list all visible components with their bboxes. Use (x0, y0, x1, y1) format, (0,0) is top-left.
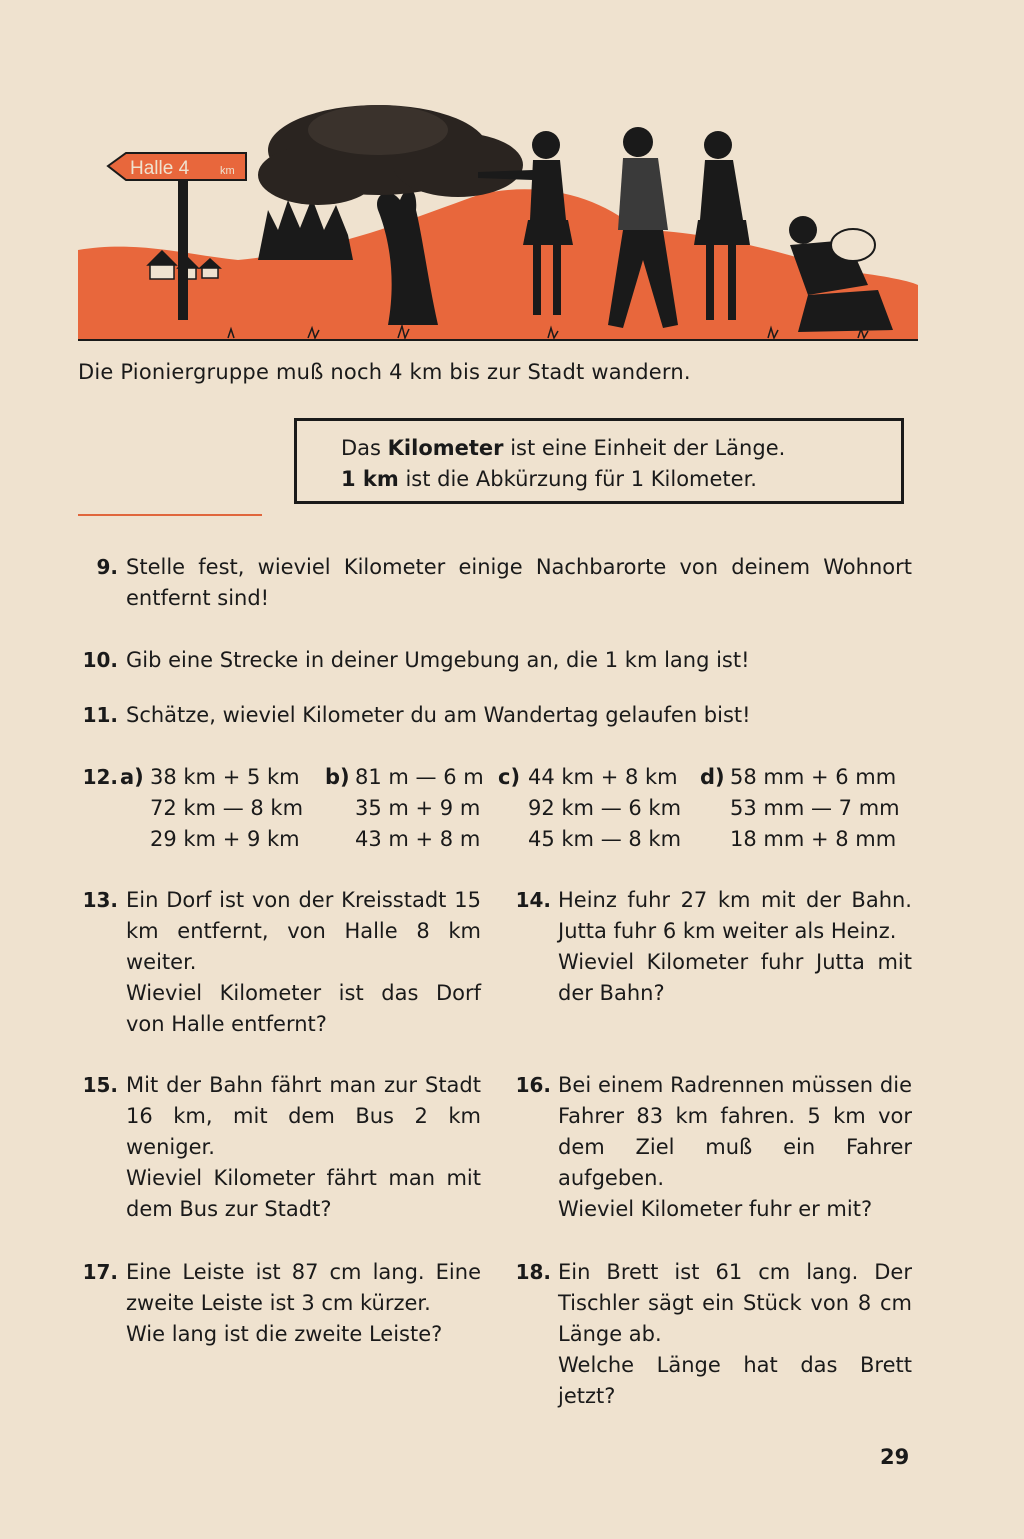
definition-box (294, 418, 904, 504)
exercise-9-text: Stelle fest, wieviel Kilometer einige Nachbarorte von deinem Wohnort entfernt sind! (126, 555, 912, 610)
calc-item: 92 km — 6 km (528, 796, 682, 820)
exercise-14-text: Heinz fuhr 27 km mit der Bahn. Jutta fuhr 6 km weiter als Heinz. Wieviel Kilometer fuhr Jutta mit der Bahn? (558, 888, 912, 1005)
exercise-11-text: Schätze, wieviel Kilometer du am Wandertag gelaufen bist! (126, 703, 751, 727)
page-number: 29 (880, 1445, 910, 1469)
exercise-15-text: Mit der Bahn fährt man zur Stadt 16 km, mit dem Bus 2 km weniger. Wieviel Kilometer fährt man mit dem Bus zur Stadt? (126, 1073, 481, 1221)
forest-silhouette (258, 198, 353, 260)
calc-item: 58 mm + 6 mm (730, 765, 897, 789)
term-kilometer: Kilometer (387, 436, 504, 460)
definition-line-1: Das Kilometer ist eine Einheit der Länge. (341, 436, 786, 460)
exercise-17-number: 17. (82, 1260, 118, 1284)
definition-line-2: 1 km ist die Abkürzung für 1 Kilometer. (341, 467, 757, 491)
calc-item: 81 m — 6 m (355, 765, 484, 789)
calc-item: 35 m + 9 m (355, 796, 481, 820)
exercise-16-number: 16. (515, 1073, 551, 1097)
calc-item: 38 km + 5 km (150, 765, 300, 789)
sign-unit: km (220, 165, 235, 177)
exercise-9-number: 9. (96, 555, 118, 579)
hiking-illustration (78, 100, 918, 350)
exercise-10-number: 10. (82, 648, 118, 672)
exercise-12-number: 12. (82, 765, 118, 789)
calc-item: 45 km — 8 km (528, 827, 682, 851)
exercise-18-text: Ein Brett ist 61 cm lang. Der Tischler sägt ein Stück von 8 cm Länge ab. Welche Länge hat das Brett jetzt? (558, 1260, 912, 1408)
exercise-12b: b) 81 m — 6 m 35 m + 9 m 43 m + 8 m (325, 762, 505, 855)
exercise-17-text: Eine Leiste ist 87 cm lang. Eine zweite Leiste ist 3 cm kürzer. Wie lang ist die zweite Leiste? (126, 1260, 481, 1346)
calc-item: 53 mm — 7 mm (730, 796, 900, 820)
calc-item: 72 km — 8 km (150, 796, 304, 820)
exercise-12c: c) 44 km + 8 km 92 km — 6 km 45 km — 8 km (498, 762, 703, 855)
calc-item: 29 km + 9 km (150, 827, 300, 851)
exercise-12a: a) 38 km + 5 km 72 km — 8 km 29 km + 9 km (120, 762, 325, 855)
exercise-10-text: Gib eine Strecke in deiner Umgebung an, die 1 km lang ist! (126, 648, 750, 672)
calc-item: 18 mm + 8 mm (730, 827, 897, 851)
calc-item: 43 m + 8 m (355, 827, 481, 851)
calc-item: 44 km + 8 km (528, 765, 678, 789)
exercise-11-number: 11. (82, 703, 118, 727)
term-km: 1 km (341, 467, 399, 491)
orange-divider (78, 514, 262, 516)
exercise-16-text: Bei einem Radrennen müssen die Fahrer 83 km fahren. 5 km vor dem Ziel muß ein Fahrer aufgeben. Wieviel Kilometer fuhr er mit? (558, 1073, 912, 1221)
exercise-14-number: 14. (515, 888, 551, 912)
exercise-18-number: 18. (515, 1260, 551, 1284)
sign-text: Halle 4 (130, 158, 190, 179)
illustration-caption: Die Pioniergruppe muß noch 4 km bis zur Stadt wandern. (78, 360, 691, 384)
exercise-13-number: 13. (82, 888, 118, 912)
exercise-15-number: 15. (82, 1073, 118, 1097)
exercise-12d: d) 58 mm + 6 mm 53 mm — 7 mm 18 mm + 8 mm (700, 762, 915, 855)
exercise-13-text: Ein Dorf ist von der Kreisstadt 15 km entfernt, von Halle 8 km weiter. Wieviel Kilometer ist das Dorf von Halle entfernt? (126, 888, 481, 1036)
